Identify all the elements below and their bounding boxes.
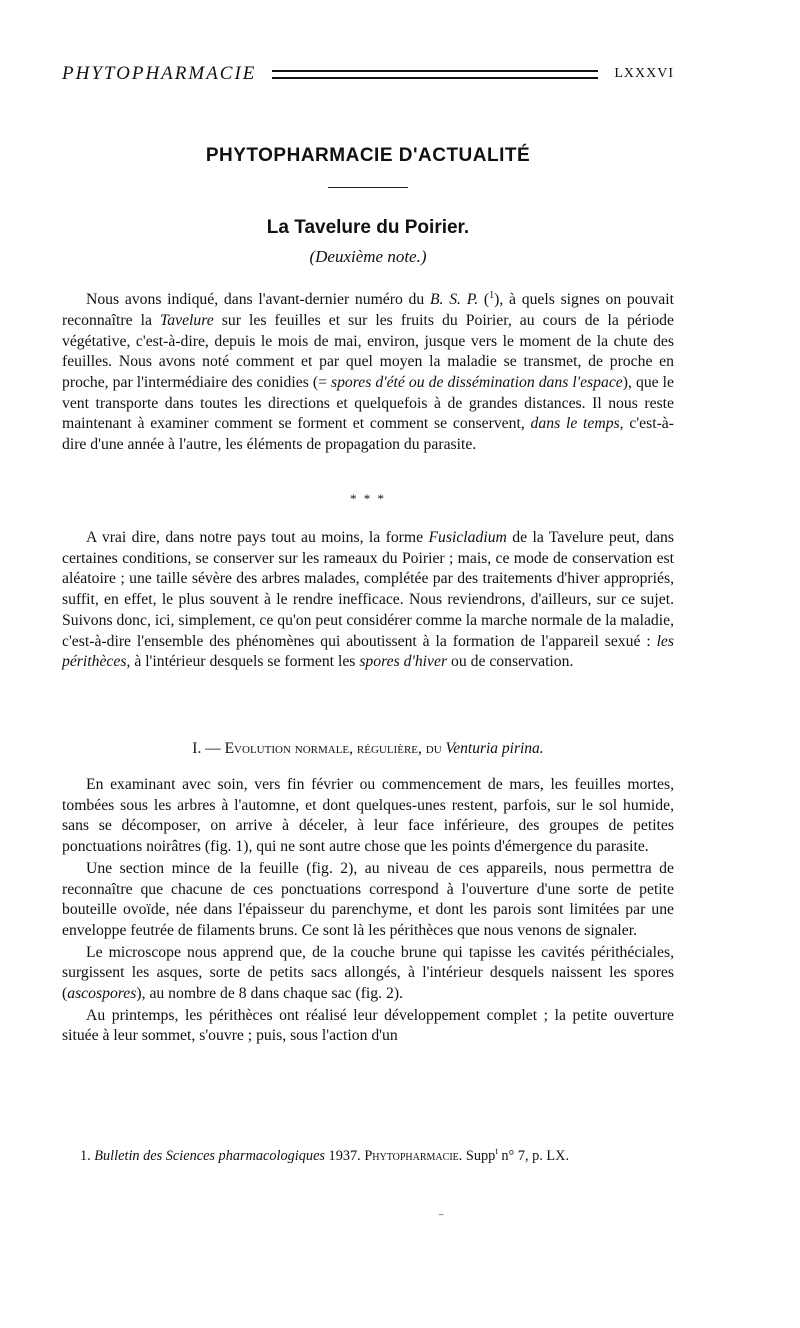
paragraph-spring: Au printemps, les périthèces ont réalisé leur développement complet ; la petite ouverture située à leur sommet, s'ouvre ; puis, sous l'action d'un bbox=[62, 1006, 674, 1045]
running-title: PHYTOPHARMACIE bbox=[62, 63, 257, 84]
paragraph-group-evolution bbox=[62, 775, 674, 1048]
paragraph-conservation: A vrai dire, dans notre pays tout au moins, la forme Fusicladium de la Tavelure peut, dans certaines conditions, se conserver sur les rameaux du Poirier ; mais, ce mode de conservation est aléatoire ; une taille sévère des arbres malades, complétée par des traitements d'hiver appropriés, suffit, en effet, le plus souvent à le rendre inefficace. Nous reviendrons, d'ailleurs, sur ce sujet. Suivons donc, ici, simplement, ce qu'on peut considérer comme la marche normale de la maladie, c'est-à-dire l'ensemble des phénomènes qui aboutissent à la formation de l'appareil sexué : les périthèces, à l'intérieur desquels se forment les spores d'hiver ou de conservation. bbox=[62, 529, 674, 671]
header-double-rule bbox=[272, 70, 598, 79]
article-subtitle: (Deuxième note.) bbox=[309, 247, 427, 266]
footnote-ref: 1 bbox=[489, 290, 495, 301]
paragraph-intro: Nous avons indiqué, dans l'avant-dernier numéro du B. S. P. ($^1$), à quels signes on pouvait reconnaître la Tavelure sur les feuilles et sur les fruits du Poirier, au cours de la période végétative, c'est-à-dire, depuis le mois de mai, environ, jusque vers le moment de la chute des feuilles. Nous avons noté comment et par quel moyen la maladie se transmet, de proche en proche, par l'intermédiaire des conidies (= spores d'été ou de dissémination dans l'espace), que le vent transporte dans toutes les directions et quelquefois à de grandes distances. Il nous reste maintenant à examiner comment se forment et comment se conservent, dans le temps, c'est-à-dire d'une année à l'autre, les éléments de propagation du parasite. bbox=[62, 290, 674, 454]
page-number: LXXXVI bbox=[614, 66, 674, 81]
paragraph-dead-leaves: En examinant avec soin, vers fin février ou commencement de mars, les feuilles mortes, tombées sous les arbres à l'automne, et dont quelques-unes restent, parfois, sur le sol humide, sans se décomposer, on arrive à déceler, à leur face inférieure, des groupes de petites ponctuations noirâtres (fig. 1), qui ne sont autre chose que les points d'émergence du parasite. bbox=[62, 776, 674, 856]
footnote: 1. Bulletin des Sciences pharmacologiques 1937. Phytopharmacie. Supp$^t$ n° 7, p. LX. bbox=[80, 1146, 570, 1164]
paragraph-microscope: Le microscope nous apprend que, de la couche brune qui tapisse les cavités périthéciales, surgissent les asques, sorte de petits sacs allongés, à l'intérieur desquels naissent les spores (ascospores), au nombre de 8 dans chaque sac (fig. 2). bbox=[62, 943, 674, 1003]
paragraph-section: Une section mince de la feuille (fig. 2), au niveau de ces appareils, nous permettra de reconnaître que chacune de ces ponctuations correspond à l'ouverture d'une sorte de petite bouteille ovoïde, née dans l'épaisseur du parenchyme, et dont les parois sont limitées par une enveloppe feutrée de filaments bruns. Ce sont là les périthèces que nous venons de signaler. bbox=[62, 859, 674, 939]
running-header bbox=[62, 60, 674, 88]
section-heading: I. — Evolution normale, régulière, du Venturia pirina. bbox=[192, 740, 544, 757]
abbreviation-bsp: B. S. P. bbox=[429, 291, 479, 309]
section-title: PHYTOPHARMACIE D'ACTUALITÉ bbox=[205, 145, 531, 166]
printer-mark: ⁻ bbox=[438, 1210, 445, 1224]
title-divider bbox=[328, 187, 408, 188]
article-title: La Tavelure du Poirier. bbox=[266, 217, 470, 238]
asterism: * * * bbox=[350, 491, 386, 506]
